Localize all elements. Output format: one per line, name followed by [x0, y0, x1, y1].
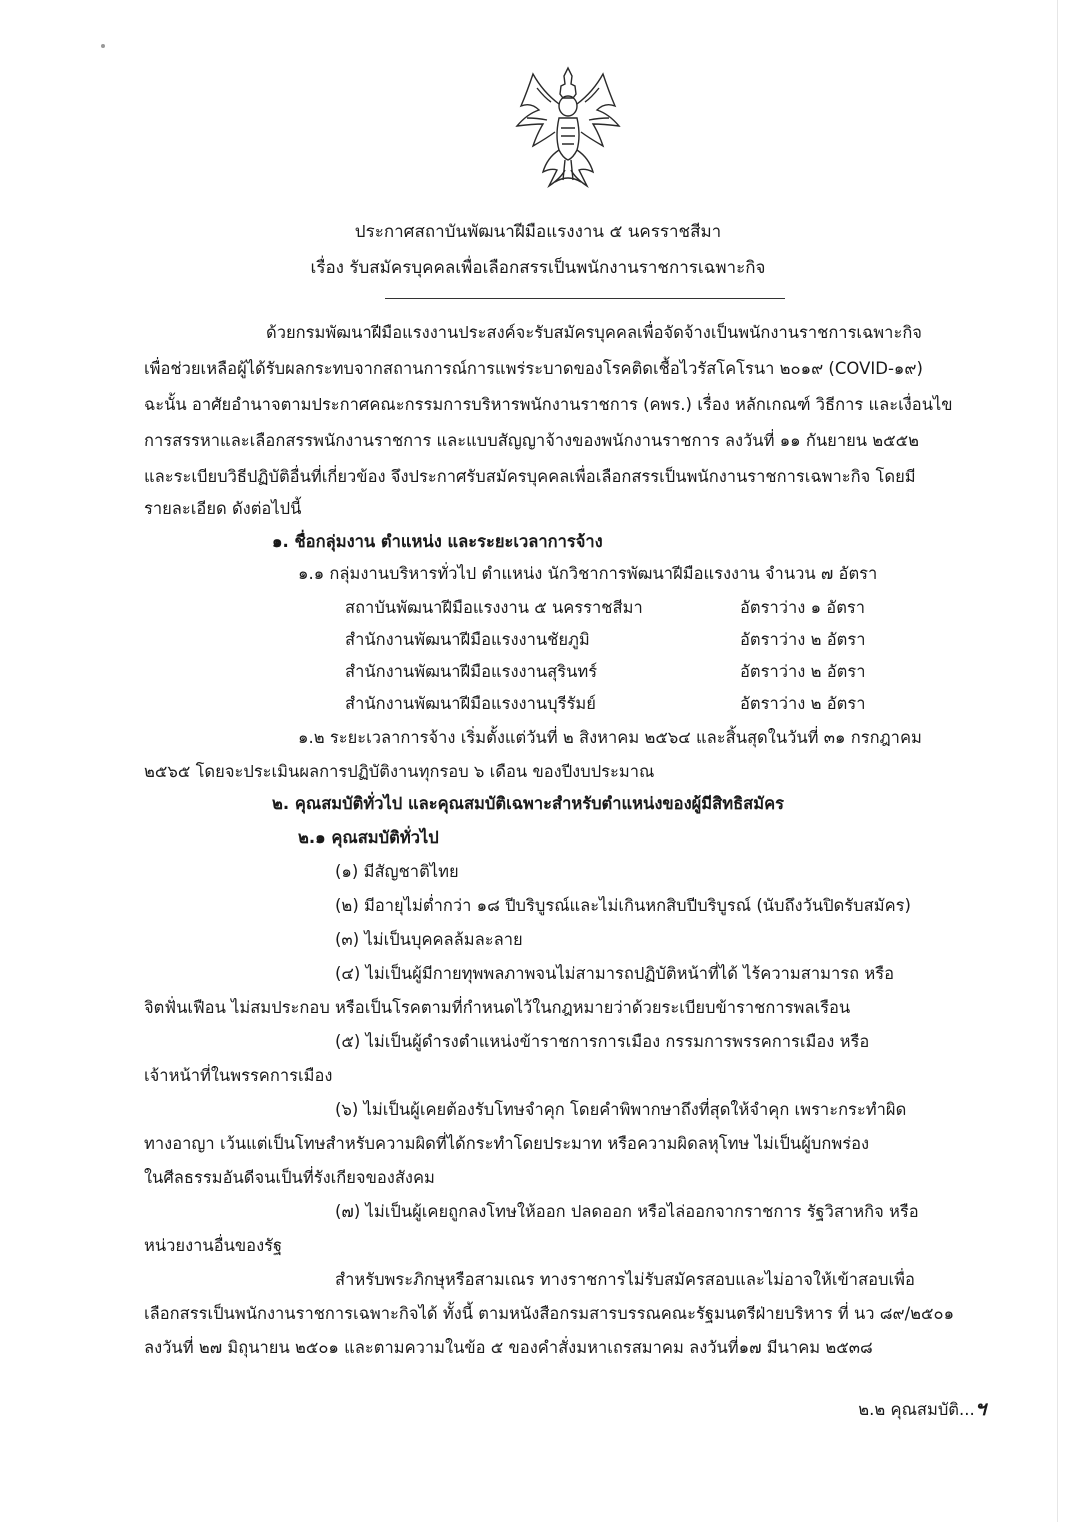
- qualification-6-line-2: ทางอาญา เว้นแต่เป็นโทษสำหรับความผิดที่ได้กระทำโดยประมาท หรือความผิดลหุโทษ ไม่เป็นผู้บกพร่อง: [144, 1134, 870, 1153]
- qualification-1: (๑) มีสัญชาติไทย: [335, 862, 459, 881]
- qualification-3: (๓) ไม่เป็นบุคคลล้มละลาย: [335, 930, 523, 949]
- unit-vacancy: อัตราว่าง ๒ อัตรา: [740, 630, 866, 649]
- intro-line-5: และระเบียบวิธีปฏิบัติอื่นที่เกี่ยวข้อง จึงประกาศรับสมัครบุคคลเพื่อเลือกสรรเป็นพนักงานราชการเฉพาะกิจ โดยมี: [144, 467, 916, 486]
- intro-line-4: การสรรหาและเลือกสรรพนักงานราชการ และแบบสัญญาจ้างของพนักงานราชการ ลงวันที่ ๑๑ กันยายน ๒๕๕๒: [144, 431, 920, 450]
- intro-line-6: รายละเอียด ดังต่อไปนี้: [144, 499, 302, 518]
- section-2-heading: ๒. คุณสมบัติทั่วไป และคุณสมบัติเฉพาะสำหรับตำแหน่งของผู้มีสิทธิสมัคร: [272, 794, 785, 813]
- continuation-note: [858, 1392, 986, 1424]
- section-1-heading: ๑. ชื่อกลุ่มงาน ตำแหน่ง และระยะเวลาการจ้าง: [272, 532, 603, 551]
- qualification-7-line-2: หน่วยงานอื่นของรัฐ: [144, 1236, 283, 1255]
- unit-vacancy: อัตราว่าง ๑ อัตรา: [740, 598, 866, 617]
- qualification-6-line-3: ในศีลธรรมอันดีจนเป็นที่รังเกียจของสังคม: [144, 1168, 435, 1187]
- monk-note-line-1: สำหรับพระภิกษุหรือสามเณร ทางราชการไม่รับสมัครสอบและไม่อาจให้เข้าสอบเพื่อ: [335, 1270, 915, 1289]
- qualification-7-line-1: (๗) ไม่เป็นผู้เคยถูกลงโทษให้ออก ปลดออก หรือไล่ออกจากราชการ รัฐวิสาหกิจ หรือ: [335, 1202, 919, 1221]
- continuation-text: ๒.๒ คุณสมบัติ...: [858, 1400, 975, 1419]
- qualification-6-line-1: (๖) ไม่เป็นผู้เคยต้องรับโทษจำคุก โดยคำพิพากษาถึงที่สุดให้จำคุก เพราะกระทำผิด: [335, 1100, 907, 1119]
- scan-speck: [101, 44, 105, 48]
- unit-vacancy: อัตราว่าง ๒ อัตรา: [740, 662, 866, 681]
- monk-note-line-2: เลือกสรรเป็นพนักงานราชการเฉพาะกิจได้ ทั้งนี้ ตามหนังสือกรมสารบรรณคณะรัฐมนตรีฝ่ายบริหาร ที่ นว ๘๙/๒๕๐๑: [144, 1304, 955, 1323]
- title-underline: [385, 298, 785, 299]
- qualification-2: (๒) มีอายุไม่ต่ำกว่า ๑๘ ปีบริบูรณ์และไม่เกินหกสิบปีบริบูรณ์ (นับถึงวันปิดรับสมัคร): [335, 896, 911, 915]
- section-2-1-heading: ๒.๑ คุณสมบัติทั่วไป: [298, 828, 439, 847]
- unit-name: สำนักงานพัฒนาฝีมือแรงงานบุรีรัมย์: [345, 694, 596, 713]
- unit-name: สถาบันพัฒนาฝีมือแรงงาน ๕ นครราชสีมา: [345, 598, 643, 617]
- item-1-2-line-1: ๑.๒ ระยะเวลาการจ้าง เริ่มตั้งแต่วันที่ ๒ สิงหาคม ๒๕๖๔ และสิ้นสุดในวันที่ ๓๑ กรกฎาคม: [298, 728, 922, 747]
- announcement-title: ประกาศสถาบันพัฒนาฝีมือแรงงาน ๕ นครราชสีมา: [354, 222, 722, 242]
- item-1-1: ๑.๑ กลุ่มงานบริหารทั่วไป ตำแหน่ง นักวิชาการพัฒนาฝีมือแรงงาน จำนวน ๗ อัตรา: [298, 564, 878, 583]
- qualification-5-line-1: (๕) ไม่เป็นผู้ดำรงตำแหน่งข้าราชการการเมือง กรรมการพรรคการเมือง หรือ: [335, 1032, 870, 1051]
- monk-note-line-3: ลงวันที่ ๒๗ มิถุนายน ๒๕๐๑ และตามความในข้อ ๕ ของคำสั่งมหาเถรสมาคม ลงวันที่๑๗ มีนาคม ๒๕๓๘: [144, 1338, 873, 1357]
- qualification-4-line-1: (๔) ไม่เป็นผู้มีกายทุพพลภาพจนไม่สามารถปฏิบัติหน้าที่ได้ ไร้ความสามารถ หรือ: [335, 964, 894, 983]
- item-1-2-line-2: ๒๕๖๕ โดยจะประเมินผลการปฏิบัติงานทุกรอบ ๖ เดือน ของปีงบประมาณ: [144, 762, 655, 781]
- garuda-emblem-icon: [503, 62, 633, 192]
- unit-name: สำนักงานพัฒนาฝีมือแรงงานสุรินทร์: [345, 662, 598, 681]
- qualification-4-line-2: จิตฟั่นเฟือน ไม่สมประกอบ หรือเป็นโรคตามที่กำหนดไว้ในกฎหมายว่าด้วยระเบียบข้าราชการพลเรือน: [144, 998, 851, 1017]
- intro-line-1: ด้วยกรมพัฒนาฝีมือแรงงานประสงค์จะรับสมัครบุคคลเพื่อจัดจ้างเป็นพนักงานราชการเฉพาะกิจ: [266, 323, 922, 342]
- qualification-5-line-2: เจ้าหน้าที่ในพรรคการเมือง: [144, 1066, 333, 1085]
- intro-line-2: เพื่อช่วยเหลือผู้ได้รับผลกระทบจากสถานการณ์การแพร่ระบาดของโรคติดเชื้อไวรัสโคโรนา ๒๐๑๙ (COVID-๑๙): [144, 359, 923, 378]
- unit-vacancy: อัตราว่าง ๒ อัตรา: [740, 694, 866, 713]
- unit-name: สำนักงานพัฒนาฝีมือแรงงานชัยภูมิ: [345, 630, 590, 649]
- handwritten-initial: ฯ: [974, 1396, 986, 1420]
- announcement-subject: เรื่อง รับสมัครบุคคลเพื่อเลือกสรรเป็นพนักงานราชการเฉพาะกิจ: [310, 258, 766, 278]
- intro-line-3: ฉะนั้น อาศัยอำนาจตามประกาศคณะกรรมการบริหารพนักงานราชการ (คพร.) เรื่อง หลักเกณฑ์ วิธีการ และเงื่อนไข: [144, 395, 953, 414]
